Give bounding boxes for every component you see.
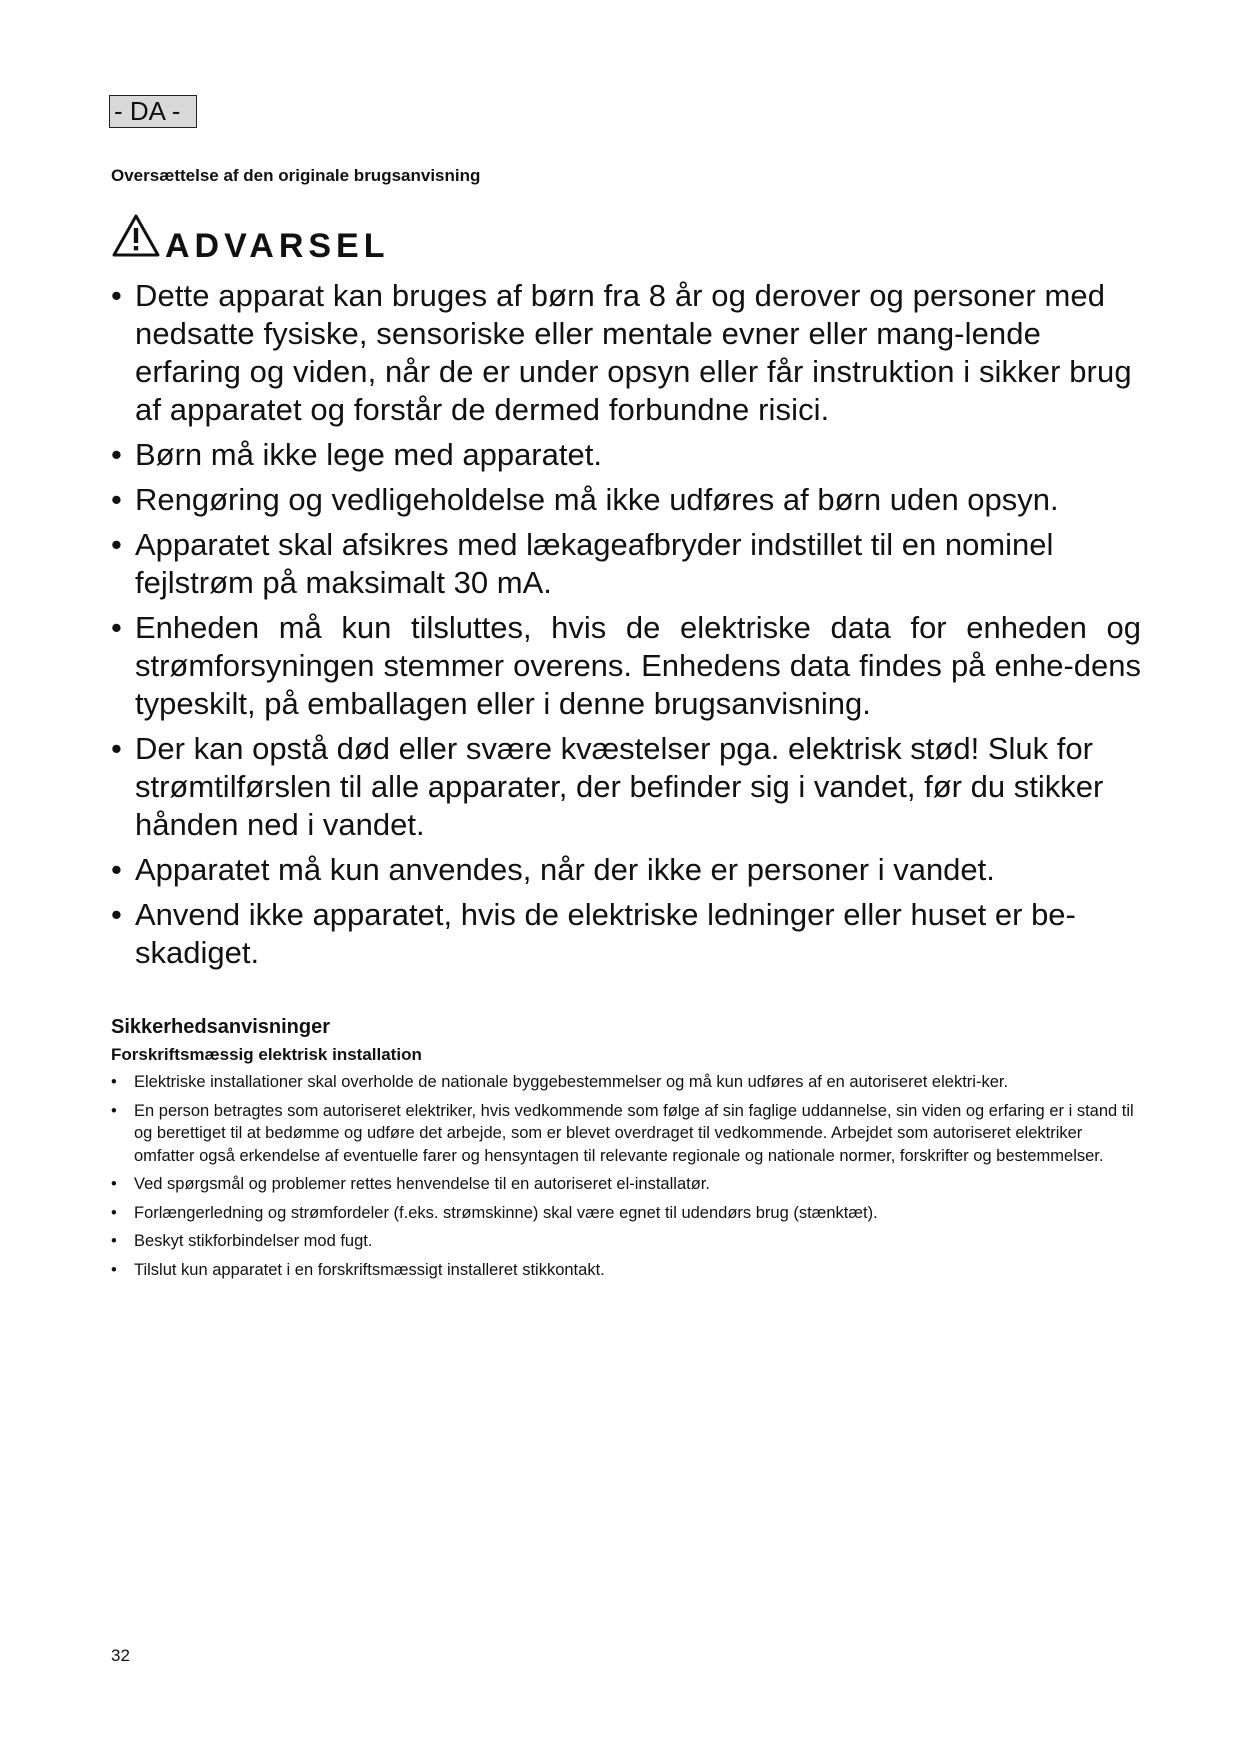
warning-triangle-icon [111,213,161,259]
translation-note: Oversættelse af den originale brugsanvisning [111,166,481,185]
bullet: • [111,1175,117,1193]
list-item [111,277,1141,429]
list-item [111,609,1141,723]
list-item [111,1230,1141,1253]
list-item [111,1173,1141,1196]
bullet: • [111,1260,117,1279]
warning-item-text: Apparatet må kun anvendes, når der ikke er personer i vandet. [135,852,995,887]
list-item [111,436,1141,474]
safety-item-text: Forlængerledning og strømfordeler (f.eks. strømskinne) skal være egnet til udendørs brug (stænktæt). [134,1203,878,1222]
list-item [111,1202,1141,1225]
safety-item-text: Ved spørgsmål og problemer rettes henvendelse til en autoriseret el-installatør. [134,1175,710,1193]
section-title: Sikkerhedsanvisninger [111,1016,330,1038]
warning-item-text: Dette apparat kan bruges af børn fra 8 år og derover og personer med nedsatte fysiske, sensoriske eller mentale evner eller mang-lende erfaring og viden, når de er under opsyn eller får instruktion i sikker brug af apparatet og forstår de dermed forbundne risici. [135,278,1132,427]
warning-item-text: Enheden må kun tilsluttes, hvis de elektriske data for enheden og strømforsyningen stemmer overens. Enhedens data findes på enhe-dens typeskilt, på emballagen eller i denne brugsanvisning. [135,610,1141,721]
warning-item-text: Apparatet skal afsikres med lækageafbryder indstillet til en nominel fejlstrøm på maksimalt 30 mA. [135,527,1054,600]
list-item [111,1071,1141,1094]
warning-title: ADVARSEL [165,227,390,265]
warning-item-text: Anvend ikke apparatet, hvis de elektriske ledninger eller huset er be-skadiget. [135,897,1076,970]
list-item [111,896,1141,972]
list-item [111,481,1141,519]
safety-item-text: Beskyt stikforbindelser mod fugt. [134,1232,373,1250]
warning-heading [111,213,390,265]
section-subtitle: Forskriftsmæssig elektrisk installation [111,1045,422,1064]
bullet: • [111,482,122,517]
safety-item-text: En person betragtes som autoriseret elektriker, hvis vedkommende som følge af sin faglige uddannelse, sin viden og erfaring er i stand til og berettiget til at bedømme og udføre det arbejde, som er blevet overdraget til vedkommende. Arbejdet som autoriseret elektriker omfatter også erkendelse af eventuelle farer og hensyntagen til relevante regionale og nationale normer, forskrifter og bestemmelser. [134,1101,1134,1165]
list-item [111,1100,1141,1168]
bullet: • [111,1203,117,1222]
list-item [111,526,1141,602]
list-item [111,851,1141,889]
bullet: • [111,897,122,932]
language-tag: - DA - [109,95,197,128]
warning-item-text: Rengøring og vedligeholdelse må ikke udføres af børn uden opsyn. [135,482,1059,517]
bullet: • [111,278,122,313]
list-item [111,1259,1141,1282]
page-number: 32 [111,1646,130,1665]
warning-list [111,277,1141,979]
bullet: • [111,852,122,887]
warning-item-text: Der kan opstå død eller svære kvæstelser pga. elektrisk stød! Sluk for strømtilførslen til alle apparater, der befinder sig i vandet, før du stikker hånden ned i vandet. [135,731,1104,842]
warning-item-text: Børn må ikke lege med apparatet. [135,437,602,472]
safety-item-text: Elektriske installationer skal overholde de nationale byggebestemmelser og må kun udføres af en autoriseret elektri-ker. [134,1073,1009,1091]
bullet: • [111,437,122,472]
bullet: • [111,1232,117,1250]
safety-item-text: Tilslut kun apparatet i en forskriftsmæssigt installeret stikkontakt. [134,1260,605,1279]
bullet: • [111,731,122,766]
bullet: • [111,610,122,645]
list-item [111,730,1141,844]
bullet: • [111,527,122,562]
safety-list [111,1071,1141,1287]
bullet: • [111,1073,117,1091]
bullet: • [111,1101,117,1120]
